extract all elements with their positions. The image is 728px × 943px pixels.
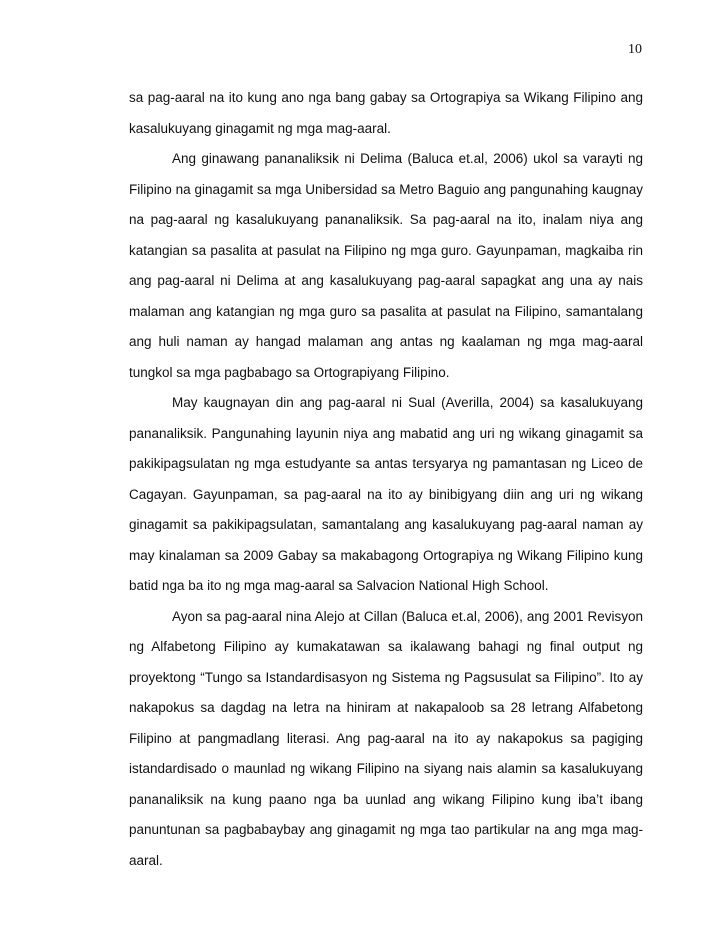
paragraph-alejo-cillan: Ayon sa pag-aaral nina Alejo at Cillan (Baluca et.al, 2006), ang 2001 Revisyon ng Alfabetong Filipino ay kumakatawan sa ikalawang bahagi ng final output ng proyektong “Tungo sa Istandardisasyon ng Sistema ng Pagsusulat sa Filipino”. Ito ay nakapokus sa dagdag na letra na hiniram at nakapaloob sa 28 letrang Alfabetong Filipino at pangmadlang literasi. Ang pag-aaral na ito ay nakapokus sa pagiging istandardisado o maunlad ng wikang Filipino na siyang nais alamin sa kasalukuyang pananaliksik na kung paano nga ba uunlad ang wikang Filipino kung iba’t ibang panuntunan sa pagbabaybay ang ginagamit ng mga tao partikular na ang mga mag-aaral. [129, 608, 643, 868]
paragraph-sual: May kaugnayan din ang pag-aaral ni Sual (Averilla, 2004) sa kasalukuyang pananaliksik. Pangunahing layunin niya ang mabatid ang uri ng wikang ginagamit sa pakikipagsulatan ng mga estudyante sa antas tersyarya ng pamantasan ng Liceo de Cagayan. Gayunpaman, sa pag-aaral na ito ay binibigyang diin ang uri ng wikang ginagamit sa pakikipagsulatan, samantalang ang kasalukuyang pag-aaral naman ay may kinalaman sa 2009 Gabay sa makabagong Ortograpiya ng Wikang Filipino kung batid nga ba ito ng mga mag-aaral sa Salvacion National High School. [129, 395, 643, 593]
page-number: 10 [628, 42, 642, 57]
paragraph-delima: Ang ginawang pananaliksik ni Delima (Baluca et.al, 2006) ukol sa varayti ng Filipino na ginagamit sa mga Unibersidad sa Metro Baguio ang pangunahing kaugnay na pag-aaral ng kasalukuyang pananaliksik. Sa pag-aaral na ito, inalam niya ang katangian sa pasalita at pasulat na Filipino ng mga guro. Gayunpaman, magkaiba rin ang pag-aaral ni Delima at ang kasalukuyang pag-aaral sapagkat ang una ay nais malaman ang katangian ng mga guro sa pasalita at pasulat na Filipino, samantalang ang huli naman ay hangad malaman ang antas ng kaalaman ng mga mag-aaral tungkol sa mga pagbabago sa Ortograpiyang Filipino. [129, 151, 643, 380]
body-text [129, 83, 643, 876]
paragraph-continuation: sa pag-aaral na ito kung ano nga bang gabay sa Ortograpiya sa Wikang Filipino ang kasalukuyang ginagamit ng mga mag-aaral. [129, 90, 643, 136]
